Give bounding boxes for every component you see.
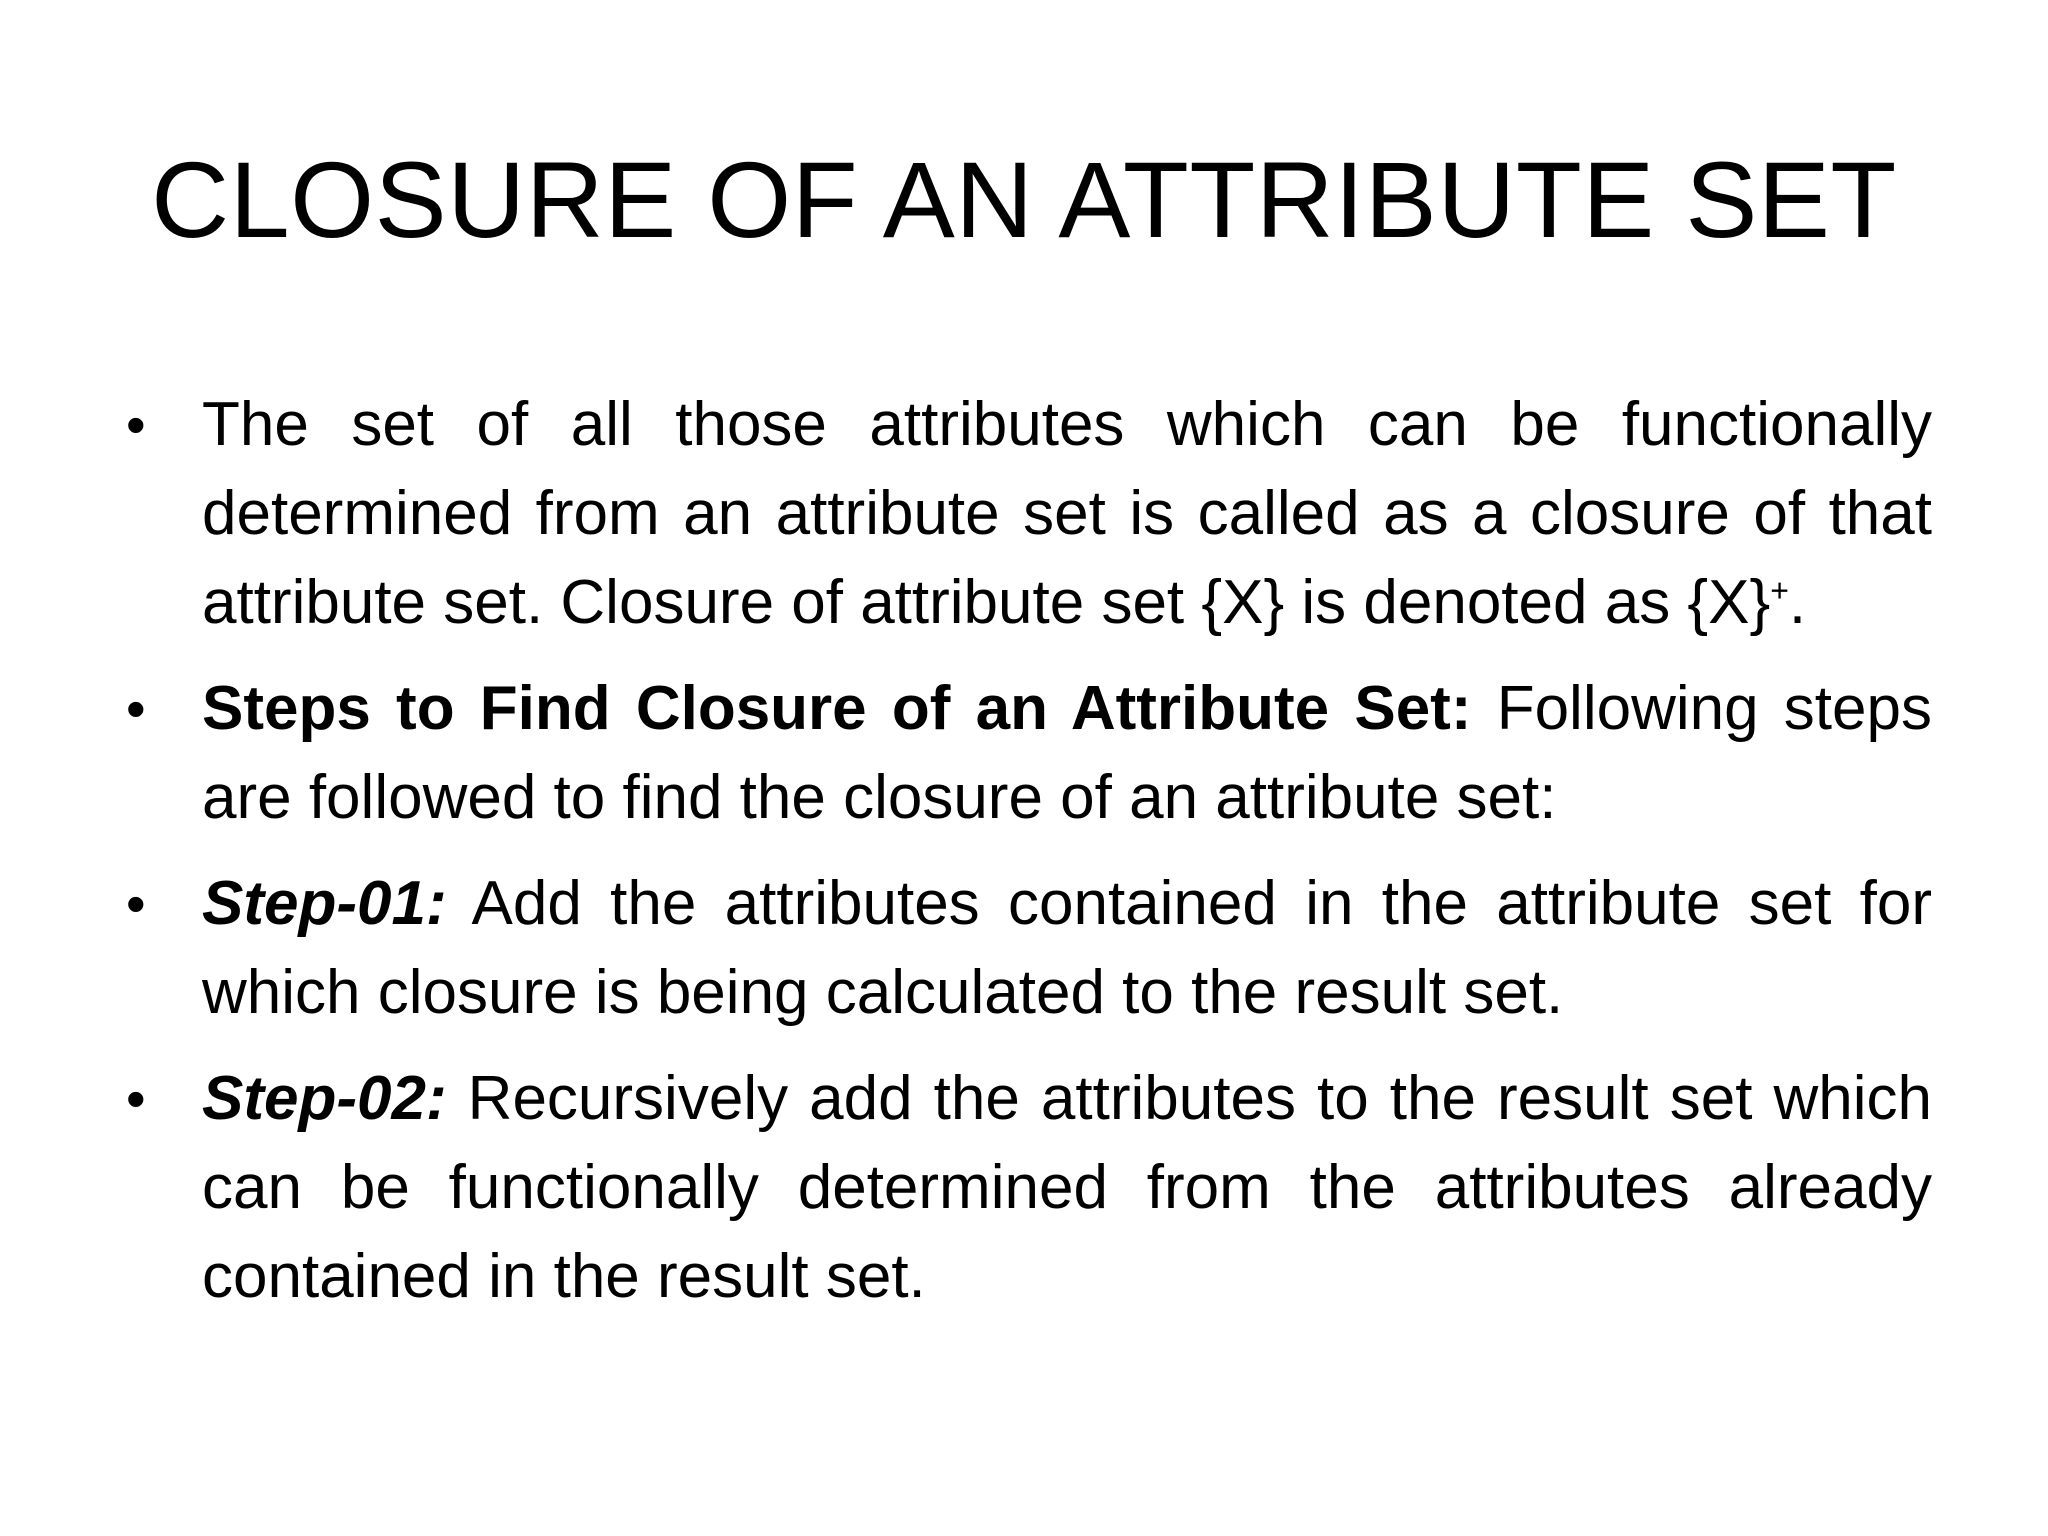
bullet-text: The set of all those attributes which can be functionally determined from an attribute set is called as a closure of that attribute set. Closure of attribute set {X} is denoted as {X} xyxy=(202,390,1932,637)
bullet-item-definition xyxy=(122,380,1932,647)
bullet-lead: Steps to Find Closure of an Attribute Set: xyxy=(202,674,1472,743)
bullet-item-step-02 xyxy=(122,1054,1932,1321)
bullet-icon: • xyxy=(126,1067,146,1130)
bullet-icon: • xyxy=(126,677,146,740)
bullet-text: Add the attributes contained in the attribute set for which closure is being calculated to the result set. xyxy=(202,869,1932,1027)
bullet-item-steps xyxy=(122,664,1932,842)
bullet-item-step-01 xyxy=(122,859,1932,1037)
bullet-tail: . xyxy=(1788,568,1807,637)
slide-title: CLOSURE OF AN ATTRIBUTE SET xyxy=(151,139,1897,260)
bullet-list xyxy=(122,380,1932,1338)
bullet-text: Following steps are followed to find the closure of an attribute set: xyxy=(202,674,1932,832)
closure-superscript: + xyxy=(1770,572,1789,609)
bullet-icon: • xyxy=(126,393,146,456)
bullet-text: Recursively add the attributes to the result set which can be functionally determined from the attributes already contained in the result set. xyxy=(202,1064,1932,1311)
bullet-lead: Step-01: xyxy=(202,869,447,938)
bullet-icon: • xyxy=(126,872,146,935)
bullet-lead: Step-02: xyxy=(202,1064,447,1133)
